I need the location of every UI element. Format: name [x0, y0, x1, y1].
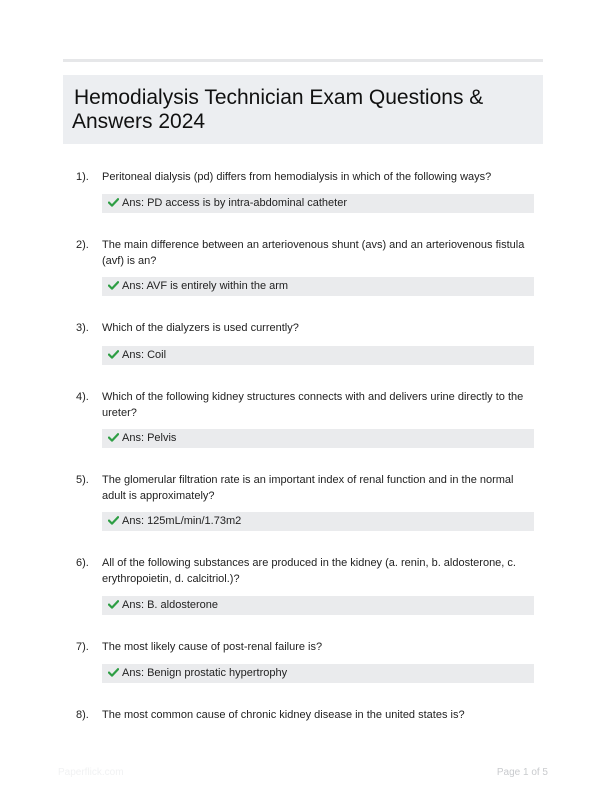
question-text: The main difference between an arteriovenous shunt (avs) and an arteriovenous fistula (avf) is an? [102, 239, 525, 267]
answer-text: Ans: PD access is by intra-abdominal catheter [122, 197, 347, 209]
title-banner [63, 75, 543, 144]
answer-text: Ans: AVF is entirely within the arm [122, 280, 289, 292]
answer-box-2 [102, 277, 534, 296]
page-title: Hemodialysis Technician Exam Questions & Answers 2024 [72, 86, 484, 133]
check-icon [108, 433, 119, 442]
check-icon [108, 281, 119, 290]
question-text: The most common cause of chronic kidney disease in the united states is? [102, 709, 465, 721]
question-number: 8). [76, 709, 89, 721]
question-number: 5). [76, 474, 89, 486]
answer-text: Ans: Pelvis [122, 432, 177, 444]
answer-box-3 [102, 346, 534, 365]
answer-box-5 [102, 512, 534, 531]
question-text: Which of the dialyzers is used currently? [102, 322, 299, 334]
question-text: Which of the following kidney structures connects with and delivers urine directly to the ureter? [102, 391, 524, 419]
page-indicator: Page 1 of 5 [496, 767, 548, 778]
answer-box-6 [102, 596, 534, 615]
question-number: 6). [76, 557, 89, 569]
check-icon [108, 668, 119, 677]
answer-text: Ans: Benign prostatic hypertrophy [122, 667, 288, 679]
question-number: 4). [76, 391, 89, 403]
answer-text: Ans: 125mL/min/1.73m2 [122, 515, 242, 527]
question-text: The glomerular filtration rate is an important index of renal function and in the normal adult is approximately? [102, 474, 514, 502]
footer-watermark: Paperflick.com [58, 767, 124, 778]
question-number: 3). [76, 322, 89, 334]
answer-text: Ans: B. aldosterone [122, 599, 219, 611]
top-divider [63, 59, 543, 62]
answer-box-4 [102, 429, 534, 448]
check-icon [108, 600, 119, 609]
question-number: 1). [76, 171, 89, 183]
answer-box-7 [102, 664, 534, 683]
question-number: 2). [76, 239, 89, 251]
answer-box-1 [102, 194, 534, 213]
answer-text: Ans: Coil [122, 349, 167, 361]
question-text: The most likely cause of post-renal failure is? [102, 641, 323, 653]
question-text: Peritoneal dialysis (pd) differs from hemodialysis in which of the following ways? [102, 171, 492, 183]
check-icon [108, 516, 119, 525]
question-number: 7). [76, 641, 89, 653]
check-icon [108, 350, 119, 359]
check-icon [108, 198, 119, 207]
question-text: All of the following substances are produced in the kidney (a. renin, b. aldosterone, c. erythropoietin, d. calcitriol.)? [102, 557, 516, 585]
